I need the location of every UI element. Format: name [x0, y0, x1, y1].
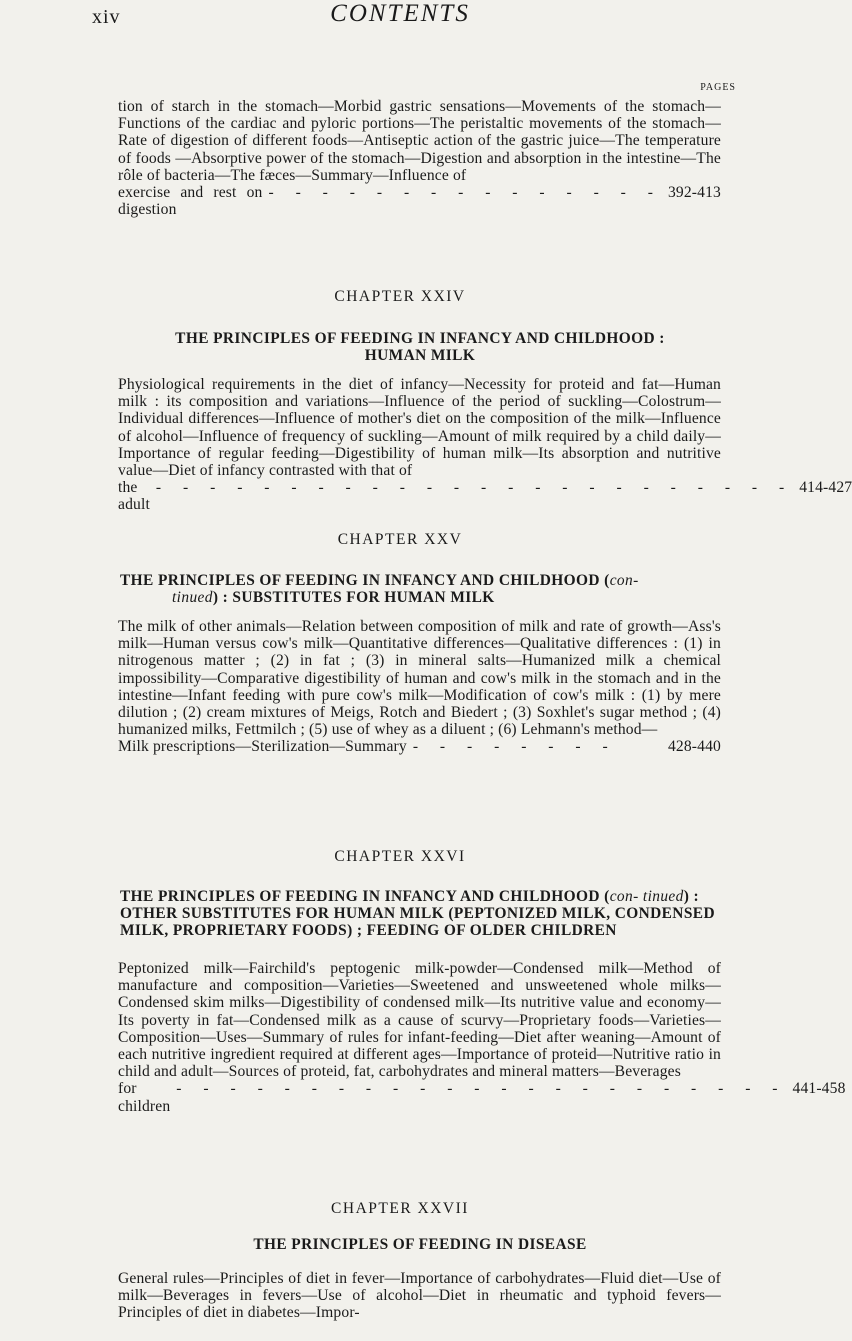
entry-text: The milk of other animals—Relation between composition of milk and rate of growth—Ass's milk—Human versus cow's milk—Quantitative differences—Qualitative differences : (1) in nitrogenous matter ; (2) in fat ; (3) in mineral salts—Humanized milk a chemical impossibility—Comparative digestibility of human and cow's milk in the stomach and in the intestine—Infant feeding with pure cow's milk—Modification of cow's milk : (1) by mere dilution ; (2) cream mixtures of Meigs, Rotch and Biedert ; (3) Soxhlet's sugar method ; (4) humanized milks, Fettmilch ; (5) use of whey as a diluent ; (6) Lehmann's method—	[118, 618, 721, 739]
chapter-heading: CHAPTER XXVI	[334, 848, 466, 865]
leader-dots: - - - - - - - - - - - - - - - - - - - - - - -	[176, 1080, 787, 1098]
entry-tail	[118, 738, 721, 755]
entry-pages: 414-427	[799, 479, 852, 497]
chapter-title	[120, 572, 720, 606]
chapter-title	[120, 1236, 720, 1253]
chapter-heading: CHAPTER XXIV	[334, 288, 466, 305]
chapter-title: THE PRINCIPLES OF FEEDING IN INFANCY AND CHILDHOOD (con- tinued) : OTHER SUBSTITUTES FOR HUMAN MILK (PEPTONIZED MILK, CONDENSED MILK, PROPRIETARY FOODS) ; FEEDING OF OLDER CHILDREN	[120, 888, 715, 939]
chapter-title-line: tinued) : SUBSTITUTES FOR HUMAN MILK	[172, 589, 495, 606]
chapter-title	[120, 330, 720, 364]
chapter-title-line: THE PRINCIPLES OF FEEDING IN INFANCY AND CHILDHOOD (con-	[120, 572, 639, 589]
entry-text: Peptonized milk—Fairchild's peptogenic milk-powder—Condensed milk—Method of manufacture and composition—Varieties—Sweetened and unsweetened whole milks—Condensed skim milks—Digestibility of condensed milk—Its nutritive value and economy—Its poverty in fat—Condensed milk as a cause of scurvy—Proprietary foods—Varieties—Composition—Uses—Summary of rules for infant-feeding—Diet after weaning—Amount of each nutritive ingredient required at different ages—Importance of proteid—Nutritive ratio in child and adult—Sources of proteid, fat, carbohydrates and mineral matters—Beverages	[118, 960, 721, 1081]
entry-tail-text: exercise and rest on digestion	[118, 184, 263, 219]
entry-pages: 441-458	[792, 1080, 846, 1098]
entry-text: Physiological requirements in the diet of infancy—Necessity for proteid and fat—Human milk : its composition and variations—Influence of the period of suckling—Colostrum—Individual differences—Influence of mother's diet on the composition of the milk—Influence of alcohol—Influence of frequency of suckling—Amount of milk required by a child daily—Importance of regular feeding—Digestibility of human milk—Its absorption and nutritive value—Diet of infancy contrasted with that of	[118, 376, 721, 480]
leader-dots: - - - - - - - - - - - - - - -	[268, 184, 662, 202]
chapter-heading: CHAPTER XXVII	[331, 1200, 469, 1217]
continuation-entry	[118, 98, 721, 218]
entry-tail-text: for children	[118, 1080, 171, 1115]
entry-tail-text: the adult	[118, 479, 150, 514]
leader-dots: - - - - - - - - - - - - - - - - - - - - - - - -	[155, 479, 794, 497]
chapter-heading: CHAPTER XXV	[337, 531, 463, 548]
pages-column-label: PAGES	[700, 82, 736, 93]
chapter-entry	[118, 376, 852, 514]
page-number: xiv	[92, 6, 121, 28]
entry-tail	[118, 184, 721, 218]
chapter-title-line: THE PRINCIPLES OF FEEDING IN INFANCY AND CHILDHOOD :	[175, 330, 665, 347]
chapter-entry	[118, 618, 721, 756]
entry-tail	[118, 1080, 846, 1115]
chapter-title-line: HUMAN MILK	[364, 347, 476, 364]
entry-tail	[118, 479, 852, 514]
leader-dots: - - - - - - - -	[412, 738, 617, 756]
chapter-entry	[118, 960, 846, 1115]
entry-pages: 428-440	[667, 738, 721, 756]
chapter-entry	[118, 1270, 721, 1322]
entry-tail-text: Milk prescriptions—Sterilization—Summary	[118, 738, 407, 756]
chapter-title-line: THE PRINCIPLES OF FEEDING IN DISEASE	[253, 1236, 587, 1253]
entry-pages: 392-413	[667, 184, 721, 202]
entry-text: tion of starch in the stomach—Morbid gastric sensations—Movements of the stomach—Functions of the cardiac and pyloric portions—The peristaltic movements of the stomach—Rate of digestion of different foods—Antiseptic action of the gastric juice—The temperature of foods —Absorptive power of the stomach—Digestion and absorption in the intestine—The rôle of bacteria—The fæces—Summary—Influence of	[118, 98, 721, 184]
running-title: CONTENTS	[330, 0, 470, 27]
entry-text: General rules—Principles of diet in fever—Importance of carbohydrates—Fluid diet—Use of milk—Beverages in fevers—Use of alcohol—Diet in rheumatic and typhoid fevers—Principles of diet in diabetes—Impor-	[118, 1270, 721, 1322]
